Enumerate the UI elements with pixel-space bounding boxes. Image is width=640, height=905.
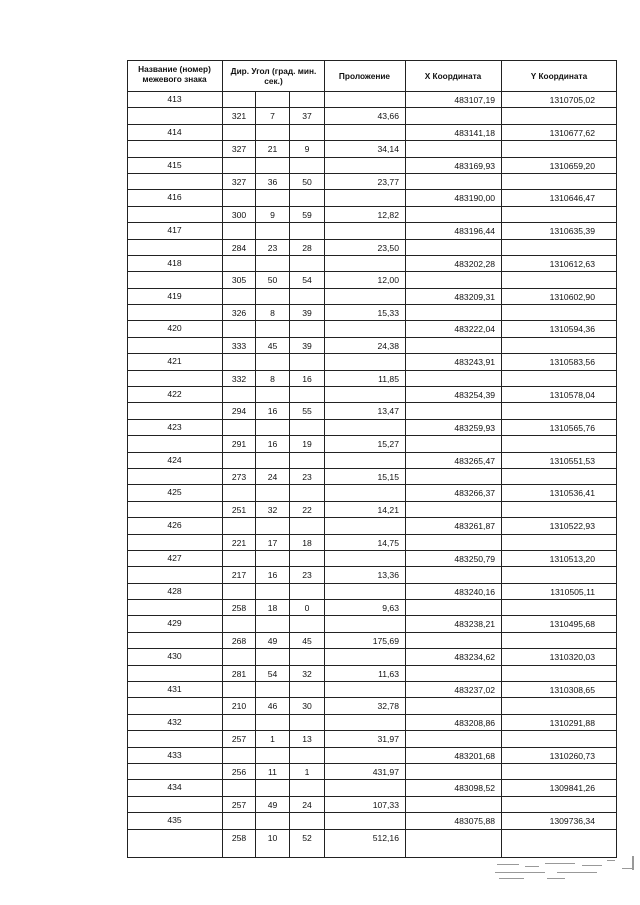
point-name: 428 <box>167 585 182 596</box>
scan-speck <box>525 866 539 867</box>
point-y: 1310513,20 <box>549 553 595 564</box>
segment-length: 15,33 <box>377 308 399 319</box>
segment-minutes: 18 <box>267 603 278 614</box>
segment-degrees: 217 <box>231 570 247 581</box>
point-y: 1310677,62 <box>549 127 595 138</box>
scan-speck <box>557 872 597 873</box>
segment-minutes: 16 <box>267 570 278 581</box>
segment-seconds: 37 <box>302 111 312 122</box>
segment-seconds: 39 <box>302 340 312 351</box>
point-name: 423 <box>167 421 182 432</box>
segment-seconds: 59 <box>302 209 312 220</box>
segment-seconds: 54 <box>302 275 312 286</box>
table-rule-horizontal <box>127 189 617 190</box>
table-rule-horizontal <box>127 271 617 272</box>
segment-seconds: 18 <box>302 537 312 548</box>
segment-seconds: 50 <box>302 176 312 187</box>
point-name: 429 <box>167 618 182 629</box>
table-rule-horizontal <box>127 648 617 649</box>
point-name: 426 <box>167 520 182 531</box>
table-rule-horizontal <box>127 140 617 141</box>
segment-degrees: 257 <box>231 734 247 745</box>
segment-minutes: 46 <box>267 701 278 712</box>
segment-minutes: 32 <box>267 504 278 515</box>
segment-minutes: 16 <box>267 439 278 450</box>
segment-seconds: 24 <box>302 799 312 810</box>
segment-seconds: 28 <box>302 242 312 253</box>
table-rule-horizontal <box>127 583 617 584</box>
point-x: 483250,79 <box>454 553 495 564</box>
segment-degrees: 268 <box>231 635 247 646</box>
segment-minutes: 1 <box>270 734 275 745</box>
point-name: 418 <box>167 257 182 268</box>
segment-degrees: 251 <box>231 504 247 515</box>
table-rule-horizontal <box>127 337 617 338</box>
point-x: 483237,02 <box>454 685 495 696</box>
point-y: 1310260,73 <box>549 750 595 761</box>
point-name: 433 <box>167 749 182 760</box>
point-name: 416 <box>167 192 182 203</box>
segment-length: 11,63 <box>378 668 399 679</box>
header-name: Название (номер) межевого знака <box>138 64 211 84</box>
point-x: 483098,52 <box>454 783 495 794</box>
segment-length: 512,16 <box>372 832 399 843</box>
table-rule-horizontal <box>127 501 617 502</box>
segment-minutes: 49 <box>267 799 278 810</box>
point-y: 1310612,63 <box>549 258 595 269</box>
point-name: 424 <box>167 454 182 465</box>
segment-degrees: 291 <box>231 439 247 450</box>
point-x: 483107,19 <box>454 95 495 105</box>
table-rule-horizontal <box>127 747 617 748</box>
point-x: 483261,87 <box>454 521 495 532</box>
point-y: 1310659,20 <box>549 160 595 171</box>
table-rule-horizontal <box>127 91 617 92</box>
segment-length: 13,36 <box>377 570 399 581</box>
point-y: 1309841,26 <box>549 783 595 794</box>
table-rule-horizontal <box>127 255 617 256</box>
table-rule-horizontal <box>127 697 617 698</box>
point-name: 417 <box>167 225 182 236</box>
segment-length: 31,97 <box>377 734 399 745</box>
segment-length: 23,50 <box>377 242 399 253</box>
segment-degrees: 284 <box>231 242 247 253</box>
point-x: 483209,31 <box>454 291 495 302</box>
point-y: 1310291,88 <box>549 717 595 728</box>
point-x: 483201,68 <box>454 750 495 761</box>
segment-seconds: 1 <box>304 766 310 777</box>
segment-length: 34,14 <box>377 144 399 155</box>
segment-degrees: 256 <box>231 766 247 777</box>
table-rule-horizontal <box>127 517 617 518</box>
table-rule-horizontal <box>127 730 617 731</box>
point-y: 1310551,53 <box>549 455 595 466</box>
scan-artifact <box>487 848 637 888</box>
segment-length: 13,47 <box>377 406 399 417</box>
point-x: 483238,21 <box>454 619 495 630</box>
segment-length: 175,69 <box>372 635 399 646</box>
segment-minutes: 54 <box>267 668 278 679</box>
scan-speck <box>545 863 575 864</box>
segment-seconds: 32 <box>302 668 312 679</box>
segment-seconds: 39 <box>302 308 312 319</box>
point-x: 483240,16 <box>454 586 495 597</box>
point-name: 435 <box>167 815 182 826</box>
segment-seconds: 22 <box>302 504 312 515</box>
point-name: 419 <box>167 290 182 301</box>
point-name: 430 <box>167 651 182 662</box>
header-y: Y Координата <box>530 71 588 81</box>
segment-length: 43,66 <box>377 111 399 122</box>
segment-minutes: 9 <box>270 209 275 220</box>
point-x: 483141,18 <box>454 127 495 138</box>
point-y: 1310495,68 <box>549 619 595 630</box>
segment-degrees: 294 <box>231 406 247 417</box>
point-name: 420 <box>167 323 182 334</box>
point-x: 483222,04 <box>454 324 495 335</box>
segment-minutes: 36 <box>267 176 278 187</box>
point-name: 434 <box>167 782 182 793</box>
point-x: 483075,88 <box>454 816 495 827</box>
header-length: Проложение <box>338 71 391 81</box>
table-rule-horizontal <box>127 239 617 240</box>
segment-degrees: 326 <box>231 308 247 319</box>
segment-degrees: 257 <box>231 799 247 810</box>
table-rule-horizontal <box>127 452 617 453</box>
table-rule-horizontal <box>127 320 617 321</box>
point-name: 432 <box>167 716 182 727</box>
table-rule-horizontal <box>127 665 617 666</box>
table-rule-horizontal <box>127 566 617 567</box>
segment-degrees: 273 <box>231 471 247 482</box>
point-y: 1309736,34 <box>549 816 595 827</box>
segment-minutes: 21 <box>267 144 278 155</box>
segment-seconds: 55 <box>302 406 312 417</box>
point-name: 413 <box>167 94 182 104</box>
table-rule-horizontal <box>127 484 617 485</box>
point-x: 483196,44 <box>454 226 495 237</box>
segment-length: 14,21 <box>377 504 399 515</box>
point-x: 483243,91 <box>454 357 495 368</box>
segment-length: 431,97 <box>372 766 399 777</box>
table-rule-horizontal <box>127 124 617 125</box>
point-x: 483202,28 <box>454 258 495 269</box>
point-y: 1310602,90 <box>549 291 595 302</box>
point-x: 483266,37 <box>454 488 495 499</box>
segment-length: 9,63 <box>382 603 399 614</box>
point-name: 425 <box>167 487 182 498</box>
segment-seconds: 52 <box>302 832 312 843</box>
point-name: 415 <box>167 159 182 170</box>
segment-minutes: 8 <box>270 373 275 384</box>
segment-degrees: 332 <box>231 373 247 384</box>
header-x: X Координата <box>424 71 482 81</box>
point-name: 414 <box>167 126 182 137</box>
table-rule-horizontal <box>127 796 617 797</box>
segment-minutes: 7 <box>270 111 275 122</box>
scan-speck <box>582 865 602 866</box>
scan-speck <box>495 872 545 873</box>
segment-degrees: 210 <box>231 701 247 712</box>
point-name: 422 <box>167 389 182 400</box>
segment-degrees: 281 <box>231 668 247 679</box>
segment-minutes: 24 <box>267 471 278 482</box>
segment-seconds: 23 <box>302 471 312 482</box>
segment-length: 23,77 <box>377 176 399 187</box>
point-y: 1310646,47 <box>549 193 595 204</box>
segment-degrees: 327 <box>231 144 247 155</box>
segment-minutes: 8 <box>270 308 275 319</box>
segment-length: 15,27 <box>377 439 399 450</box>
segment-seconds: 19 <box>302 439 312 450</box>
table-rule-horizontal <box>127 107 617 108</box>
segment-degrees: 305 <box>231 275 247 286</box>
table-rule-horizontal <box>127 419 617 420</box>
table-rule-horizontal <box>127 714 617 715</box>
coordinates-table <box>127 60 617 858</box>
header-angle: Дир. Угол (град. мин. сек.) <box>230 66 317 86</box>
segment-degrees: 333 <box>231 340 247 351</box>
point-y: 1310308,65 <box>549 685 595 696</box>
scan-speck <box>547 878 565 879</box>
table-rule-horizontal <box>127 173 617 174</box>
segment-degrees: 258 <box>231 603 247 614</box>
point-name: 427 <box>167 552 182 563</box>
table-rule-horizontal <box>127 157 617 158</box>
segment-seconds: 30 <box>302 701 312 712</box>
table-rule-horizontal <box>127 550 617 551</box>
table-rule-horizontal <box>127 206 617 207</box>
segment-length: 15,15 <box>377 471 399 482</box>
point-x: 483265,47 <box>454 455 495 466</box>
segment-degrees: 300 <box>231 209 247 220</box>
segment-degrees: 327 <box>231 176 247 187</box>
segment-seconds: 45 <box>302 635 312 646</box>
segment-length: 14,75 <box>377 537 399 548</box>
point-y: 1310536,41 <box>549 488 595 499</box>
point-y: 1310635,39 <box>549 226 595 237</box>
segment-length: 12,00 <box>377 275 399 286</box>
segment-length: 107,33 <box>372 799 399 810</box>
table-rule-horizontal <box>127 304 617 305</box>
segment-minutes: 11 <box>268 766 277 777</box>
segment-seconds: 23 <box>302 570 312 581</box>
point-x: 483254,39 <box>454 390 495 401</box>
segment-seconds: 16 <box>302 373 312 384</box>
segment-degrees: 258 <box>231 832 247 843</box>
segment-minutes: 16 <box>267 406 278 417</box>
point-y: 1310320,03 <box>549 652 595 663</box>
table-rule-horizontal <box>127 60 617 61</box>
table-rule-horizontal <box>127 681 617 682</box>
table-rule-horizontal <box>127 632 617 633</box>
table-rule-horizontal <box>127 370 617 371</box>
table-rule-horizontal <box>127 599 617 600</box>
table-rule-horizontal <box>127 829 617 830</box>
table-rule-horizontal <box>127 288 617 289</box>
table-rule-horizontal <box>127 402 617 403</box>
scan-speck <box>499 878 524 879</box>
point-name: 431 <box>167 684 182 695</box>
scan-speck <box>622 868 632 869</box>
table-rule-horizontal <box>127 534 617 535</box>
segment-minutes: 23 <box>267 242 278 253</box>
table-rule-horizontal <box>127 468 617 469</box>
point-x: 483190,00 <box>454 193 495 204</box>
point-x: 483208,86 <box>454 717 495 728</box>
table-rule-horizontal <box>127 812 617 813</box>
segment-seconds: 0 <box>304 603 310 614</box>
point-x: 483234,62 <box>454 652 495 663</box>
segment-minutes: 17 <box>267 537 278 548</box>
segment-length: 24,38 <box>377 340 399 351</box>
point-y: 1310578,04 <box>549 390 595 401</box>
point-y: 1310594,36 <box>549 324 595 335</box>
point-name: 421 <box>167 356 182 367</box>
table-rule-horizontal <box>127 386 617 387</box>
scan-speck <box>497 864 519 865</box>
point-y: 1310705,02 <box>549 95 595 105</box>
table-rule-horizontal <box>127 353 617 354</box>
table-rule-horizontal <box>127 435 617 436</box>
point-y: 1310522,93 <box>549 521 595 532</box>
point-x: 483259,93 <box>454 422 495 433</box>
segment-length: 32,78 <box>377 701 399 712</box>
segment-seconds: 13 <box>302 734 312 745</box>
segment-length: 11,85 <box>378 373 399 384</box>
segment-minutes: 50 <box>267 275 278 286</box>
point-y: 1310565,76 <box>549 422 595 433</box>
table-rule-horizontal <box>127 779 617 780</box>
scan-speck <box>632 856 634 870</box>
segment-seconds: 9 <box>304 144 310 155</box>
segment-minutes: 10 <box>267 832 278 843</box>
segment-minutes: 49 <box>267 635 278 646</box>
point-y: 1310583,56 <box>549 357 595 368</box>
segment-minutes: 45 <box>267 340 278 351</box>
table-rule-vertical <box>616 60 617 858</box>
segment-degrees: 221 <box>231 537 247 548</box>
segment-degrees: 321 <box>231 111 247 122</box>
table-rule-horizontal <box>127 763 617 764</box>
point-x: 483169,93 <box>454 160 495 171</box>
segment-length: 12,82 <box>377 209 399 220</box>
table-rule-horizontal <box>127 222 617 223</box>
point-y: 1310505,11 <box>550 586 595 597</box>
scan-speck <box>607 860 615 861</box>
table-rule-horizontal <box>127 615 617 616</box>
